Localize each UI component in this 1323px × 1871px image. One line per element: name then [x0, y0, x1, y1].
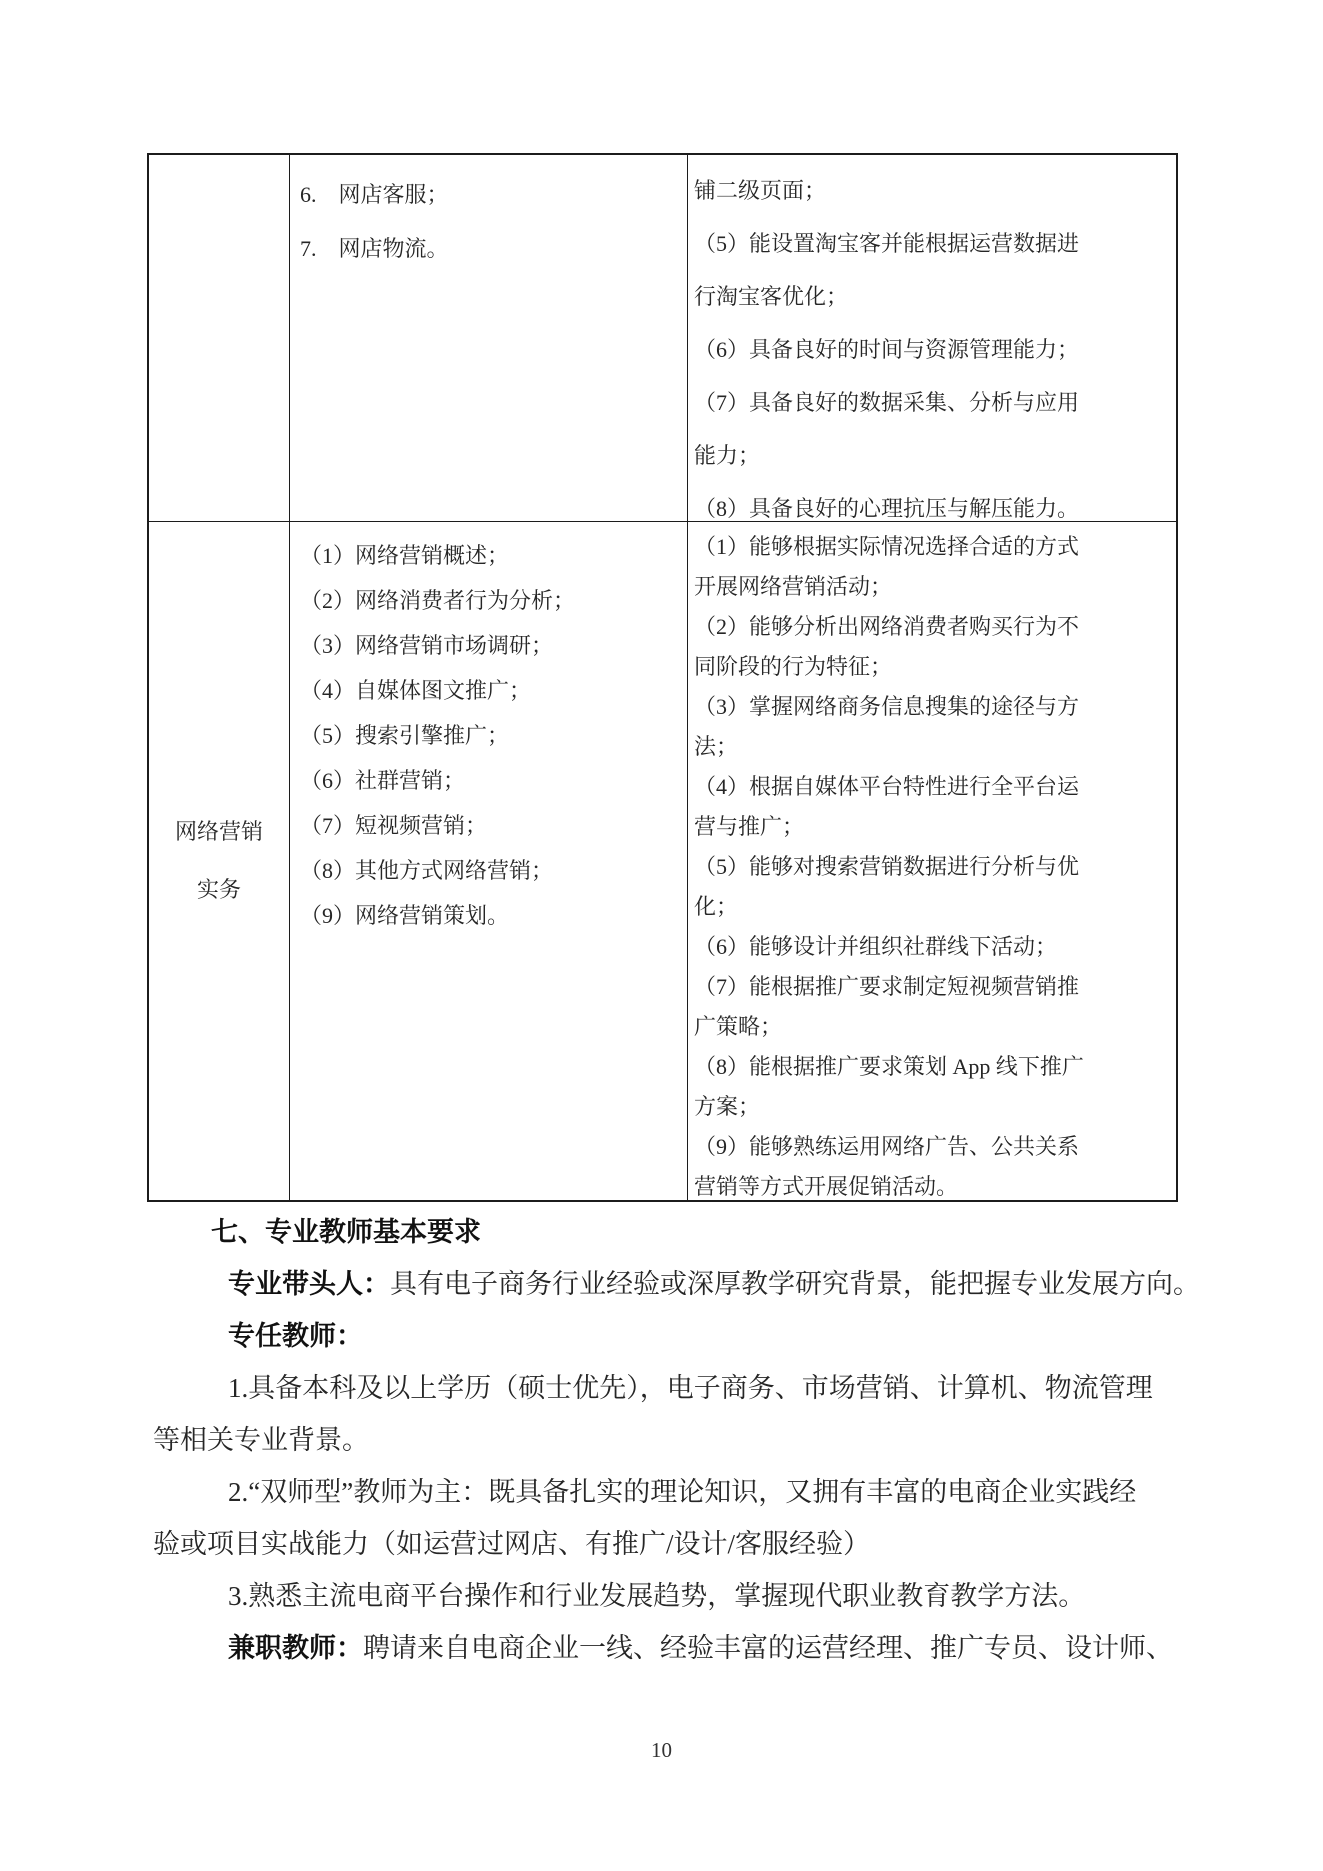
- text-line: 实务: [196, 877, 241, 902]
- teacher-requirements-section: [153, 1206, 1203, 1674]
- text-line: 行淘宝客优化；: [694, 284, 849, 309]
- paragraph-line: 等相关专业背景。: [153, 1425, 369, 1455]
- paragraph-line: [228, 1310, 1203, 1362]
- text-line: （9）能够熟练运用网络广告、公共关系: [694, 1134, 1080, 1159]
- text-line: 营销等方式开展促销活动。: [694, 1174, 959, 1199]
- text-line: （7）能根据推广要求制定短视频营销推: [694, 974, 1080, 999]
- text-line: （5）搜索引擎推广；: [300, 723, 510, 748]
- text-line: 法；: [694, 734, 739, 759]
- paragraph-line: 2.“双师型”教师为主：既具备扎实的理论知识，又拥有丰富的电商企业实践经: [228, 1477, 1137, 1507]
- text-line: （5）能够对搜索营销数据进行分析与优: [694, 854, 1080, 879]
- paragraph-line: 3.熟悉主流电商平台操作和行业发展趋势，掌握现代职业教育教学方法。: [228, 1581, 1086, 1611]
- paragraph-label: 专任教师：: [228, 1321, 363, 1351]
- text-line: （7）短视频营销；: [300, 813, 488, 838]
- paragraph-label: 兼职教师：: [228, 1633, 363, 1663]
- text-line: （2）网络消费者行为分析；: [300, 588, 576, 613]
- text-line: （3）网络营销市场调研；: [300, 633, 554, 658]
- course-cell: [149, 522, 290, 1200]
- text-line: 化；: [694, 894, 739, 919]
- text-line: （6）社群营销；: [300, 768, 466, 793]
- text-line: （8）具备良好的心理抗压与解压能力。: [694, 496, 1080, 521]
- text-line: （4）根据自媒体平台特性进行全平台运: [694, 774, 1080, 799]
- page-number: 10: [651, 1738, 672, 1762]
- text-line: （6）具备良好的时间与资源管理能力；: [694, 337, 1080, 362]
- text-line: （8）能根据推广要求策划 App 线下推广: [694, 1054, 1084, 1079]
- paragraph-line: 验或项目实战能力（如运营过网店、有推广/设计/客服经验）: [153, 1529, 871, 1559]
- text-line: （2）能够分析出网络消费者购买行为不: [694, 614, 1080, 639]
- text-line: 营与推广；: [694, 814, 805, 839]
- text-line: （1）网络营销概述；: [300, 543, 510, 568]
- text-line: 广策略；: [694, 1014, 783, 1039]
- text-line: （1）能够根据实际情况选择合适的方式: [694, 534, 1080, 559]
- paragraph-line: 1.具备本科及以上学历（硕士优先），电子商务、市场营销、计算机、物流管理: [228, 1373, 1153, 1403]
- text-line: 开展网络营销活动；: [694, 574, 893, 599]
- text-line: （6）能够设计并组织社群线下活动；: [694, 934, 1058, 959]
- text-line: （5）能设置淘宝客并能根据运营数据进: [694, 231, 1080, 256]
- course-content-cell: [290, 522, 688, 1200]
- text-line: （4）自媒体图文推广；: [300, 678, 532, 703]
- course-table: [147, 153, 1178, 1202]
- section-heading: 七、专业教师基本要求: [211, 1217, 481, 1247]
- text-line: 铺二级页面；: [694, 178, 827, 203]
- text-line: （7）具备良好的数据采集、分析与应用: [694, 390, 1080, 415]
- paragraph-label: 专业带头人：: [228, 1269, 390, 1299]
- course-requirements-cell: [688, 155, 1176, 522]
- text-line: 网络营销: [174, 819, 263, 844]
- text-line: （9）网络营销策划。: [300, 903, 510, 928]
- section-paragraphs: [153, 1258, 1203, 1674]
- text-line: 6. 网店客服；: [300, 182, 449, 207]
- paragraph-line: 专业带头人：具有电子商务行业经验或深厚教学研究背景，能把握专业发展方向。: [228, 1269, 1200, 1299]
- text-line: （8）其他方式网络营销；: [300, 858, 554, 883]
- course-content-cell: [290, 155, 688, 522]
- text-line: 7. 网店物流。: [300, 236, 449, 261]
- course-requirements-cell: [688, 522, 1176, 1200]
- text-line: （3）掌握网络商务信息搜集的途径与方: [694, 694, 1080, 719]
- text-line: 同阶段的行为特征；: [694, 654, 893, 679]
- course-cell: [149, 155, 290, 522]
- text-line: 方案；: [694, 1094, 761, 1119]
- text-line: 能力；: [694, 443, 761, 468]
- paragraph-line: 兼职教师：聘请来自电商企业一线、经验丰富的运营经理、推广专员、设计师、: [228, 1633, 1173, 1663]
